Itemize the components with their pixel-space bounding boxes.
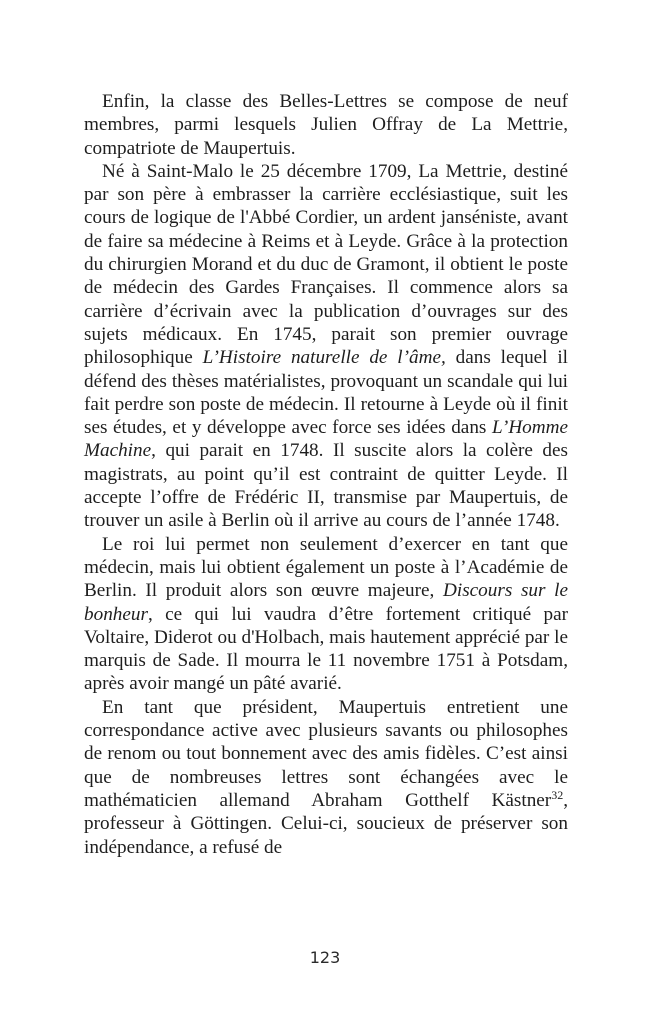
paragraph-correspondance [84, 696, 568, 859]
footnote-reference[interactable]: 32 [551, 787, 564, 802]
text-run: Le roi lui permet non seulement d’exercer en tant que médecin, mais lui obtient également un poste à l’Académie de Berlin. Il produit alors son œuvre majeure, [84, 533, 568, 602]
book-title-homme-machine: L’Homme Machine [84, 417, 568, 462]
body-text [84, 90, 568, 859]
paragraph-la-mettrie-biography [84, 160, 568, 533]
text-run: , qui parait en 1748. Il suscite alors la colère des magistrats, au point qu’il est contraint de quitter Leyde. Il accepte l’offre de Frédéric II, transmise par Maupertuis, de trouver un asile à Berlin où il arrive au cours de l’année 1748. [84, 440, 568, 532]
text-run: Enfin, la classe des Belles-Lettres se compose de neuf membres, parmi lesquels Julien Offray de La Mettrie, compatriote de Maupertuis. [84, 91, 568, 159]
paragraph-belles-lettres [84, 90, 568, 160]
text-run: En tant que président, Maupertuis entretient une correspondance active avec plusieurs savants ou philosophes de renom ou tout bonnement avec des amis fidèles. C’est ainsi que de nombreuses lettres sont échangées avec le mathématicien allemand Abraham Gotthelf Kästner [84, 696, 568, 811]
text-run: Il retourne à Leyde où il finit ses études, et y développe avec force ses idées dans [84, 393, 569, 439]
text-run: Né à Saint-Malo le 25 décembre 1709, La Mettrie, destiné par son père à embrasser la carrière ecclésiastique, suit les cours de logique de l'Abbé Cordier, un ardent janséniste, avant de faire sa médecine à Reims et à Leyde. Grâce à la protection du chirurgien Morand et du duc de Gramont, il obtient le poste de médecin des Gardes Françaises. Il commence alors sa carrière d’écrivain avec la publication d’ouvrages sur des sujets médicaux. En 1745, parait son premier ouvrage philosophique [84, 160, 568, 369]
book-title-histoire-naturelle-ame: L’Histoire naturelle de l’âme, [202, 347, 446, 369]
text-run: , professeur à Göttingen. Celui-ci, soucieux de préserver son indépendance, a refusé de [84, 789, 568, 858]
text-run: dans lequel il défend des thèses matérialistes, provoquant un scandale qui lui fait perdre son poste de médecin. [84, 347, 569, 415]
page-number: 123 [309, 948, 341, 967]
text-run: , ce qui lui vaudra d’être fortement critiqué par Voltaire, Diderot ou d'Holbach, mais hautement apprécié par le marquis de Sade. Il mourra le 11 novembre 1751 à Potsdam, après avoir mangé un pâté avarié. [84, 603, 568, 695]
paragraph-roi-academie [84, 533, 568, 696]
book-title-discours-bonheur: Discours sur le bonheur [84, 580, 569, 625]
